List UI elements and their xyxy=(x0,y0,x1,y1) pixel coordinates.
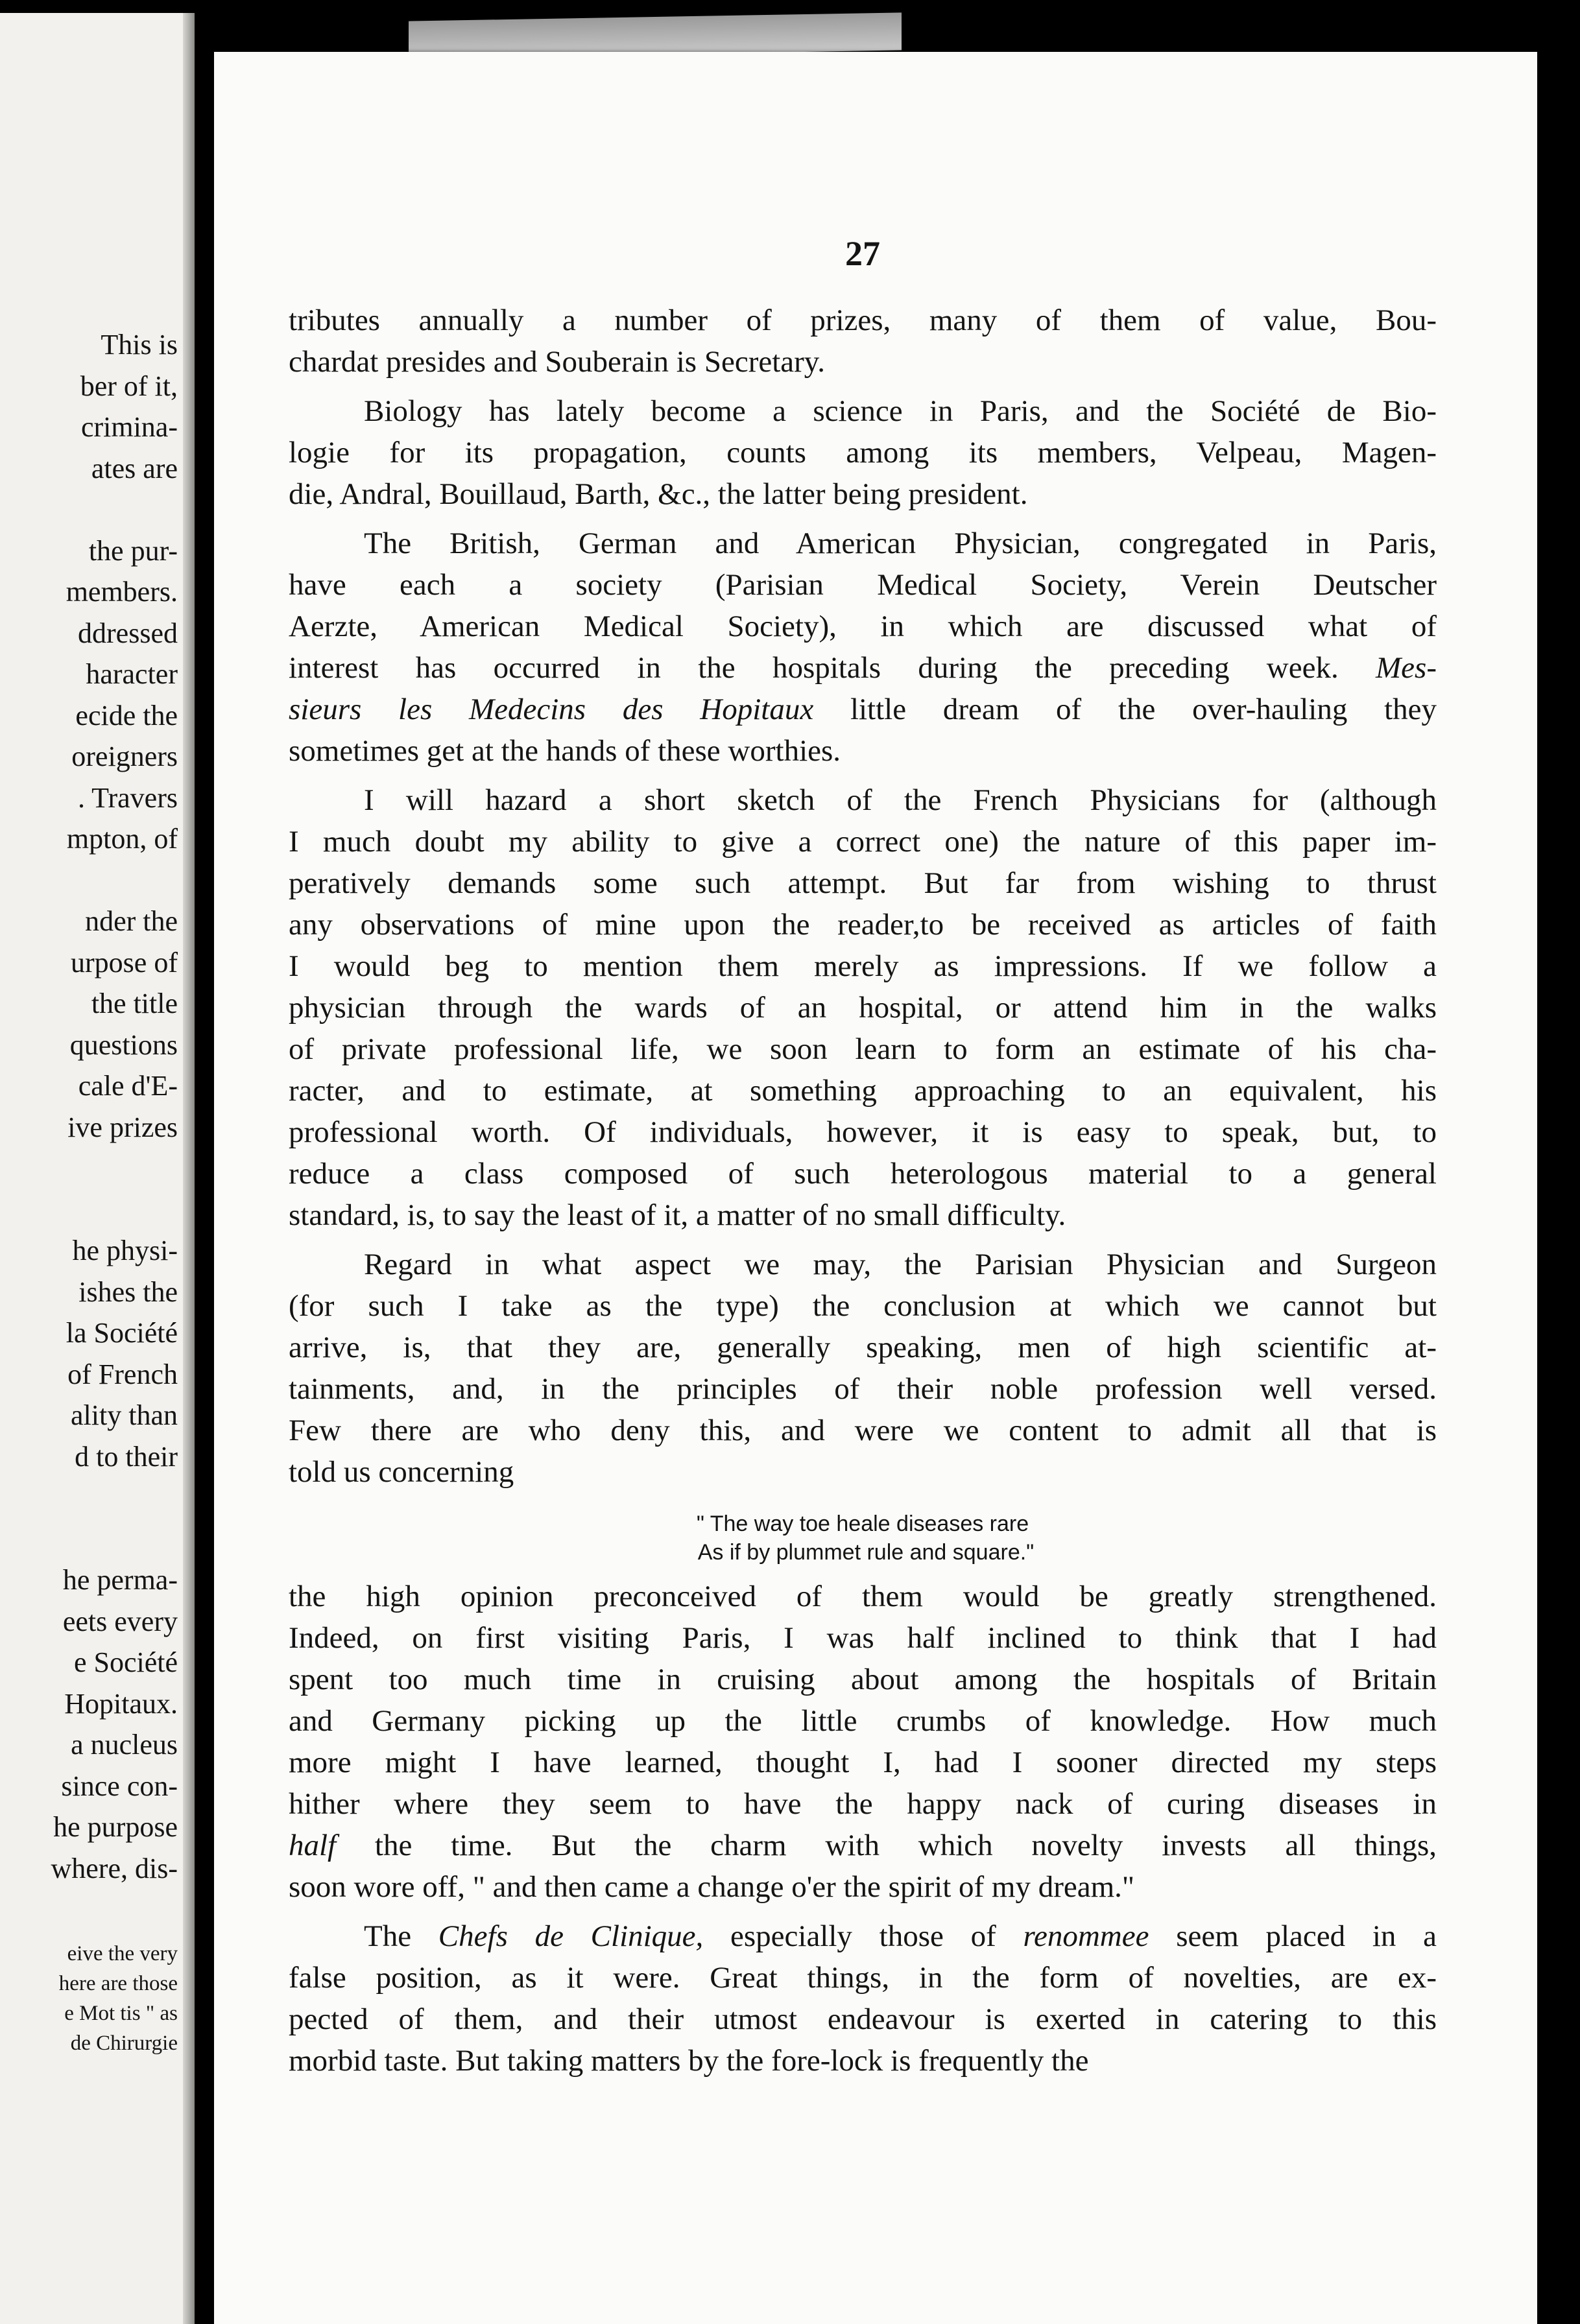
text-line: racter, and to estimate, at something approaching to an equivalent, his xyxy=(289,1074,1437,1108)
text-line: sometimes get at the hands of these worthies. xyxy=(289,734,841,768)
text-line: Biology has lately become a science in Paris, and the Société de Bio- xyxy=(364,394,1437,428)
text-line: of private professional life, we soon learn to form an estimate of his cha- xyxy=(289,1032,1437,1066)
left-footnote-line: e Mot tis " as xyxy=(64,2002,178,2025)
text-line: The British, German and American Physician, congregated in Paris, xyxy=(364,527,1437,560)
text-line: half the time. But the charm with which novelty invests all things, xyxy=(289,1829,1437,1862)
text-line: die, Andral, Bouillaud, Barth, &c., the latter being president. xyxy=(289,477,1028,511)
left-page-line: haracter xyxy=(86,658,178,690)
left-footnote-line: eive the very xyxy=(67,1942,178,1965)
left-page-line xyxy=(0,1189,178,1231)
text-line: professional worth. Of individuals, however, it is easy to speak, but, to xyxy=(289,1115,1437,1149)
text-line: and Germany picking up the little crumbs of knowledge. How much xyxy=(289,1704,1437,1738)
text-line: Indeed, on first visiting Paris, I was half inclined to think that I had xyxy=(289,1621,1437,1655)
left-page-line: oreigners xyxy=(71,741,178,772)
left-page-line: he perma- xyxy=(62,1564,178,1596)
text-line: tainments, and, in the principles of their noble profession well versed. xyxy=(289,1372,1437,1406)
text-line: sieurs les Medecins des Hopitaux little dream of the over-hauling they xyxy=(289,693,1437,726)
text-line: more might I have learned, thought I, had I sooner directed my steps xyxy=(289,1746,1437,1779)
text-line: interest has occurred in the hospitals during the preceding week. Mes- xyxy=(289,651,1437,685)
text-line: Regard in what aspect we may, the Parisian Physician and Surgeon xyxy=(364,1248,1437,1281)
left-page-line: This is xyxy=(101,329,178,361)
left-page-line: he purpose xyxy=(53,1811,178,1843)
text-line: spent too much time in cruising about among the hospitals of Britain xyxy=(289,1663,1437,1696)
left-page-line: questions xyxy=(69,1028,178,1061)
text-line: any observations of mine upon the reader,to be received as articles of faith xyxy=(289,908,1437,942)
paragraph xyxy=(289,1576,1437,1908)
left-page-line: e Société xyxy=(73,1646,178,1678)
left-page-line: where, dis- xyxy=(51,1852,178,1884)
page-number: 27 xyxy=(845,234,880,273)
left-footnote-line: de Chirurgie xyxy=(70,2032,178,2055)
left-footnote-line: here are those xyxy=(58,1972,178,1995)
left-page-line: nder the xyxy=(85,905,178,937)
text-line: I will hazard a short sketch of the French Physicians for (although xyxy=(364,783,1437,817)
text-line: false position, as it were. Great things, in the form of novelties, are ex- xyxy=(289,1961,1437,1995)
left-page-line: Hopitaux. xyxy=(64,1687,178,1720)
left-page-line: cale d'E- xyxy=(78,1070,178,1102)
text-line: soon wore off, " and then came a change o'er the spirit of my dream." xyxy=(289,1870,1135,1904)
left-page-line: ality than xyxy=(71,1399,178,1431)
text-line: I would beg to mention them merely as impressions. If we follow a xyxy=(289,949,1437,983)
text-line: (for such I take as the type) the conclusion at which we cannot but xyxy=(289,1289,1437,1323)
paragraph xyxy=(289,523,1437,772)
paragraph xyxy=(289,1244,1437,1493)
text-line: chardat presides and Souberain is Secretary. xyxy=(289,345,825,379)
text-line: morbid taste. But taking matters by the fore-lock is frequently the xyxy=(289,2044,1089,2078)
text-line: reduce a class composed of such heterologous material to a general xyxy=(289,1157,1437,1191)
left-page-line: members. xyxy=(66,576,178,608)
text-line: have each a society (Parisian Medical Society, Verein Deutscher xyxy=(289,568,1437,602)
left-page-line: since con- xyxy=(61,1770,178,1802)
left-page-line: d to their xyxy=(75,1440,178,1473)
main-page xyxy=(214,52,1537,2324)
left-page-line: eets every xyxy=(62,1605,178,1637)
left-page-line: ishes the xyxy=(78,1275,178,1308)
text-line: physician through the wards of an hospital, or attend him in the walks xyxy=(289,991,1437,1025)
text-line: Few there are who deny this, and were we content to admit all that is xyxy=(289,1414,1437,1447)
text-line: I much doubt my ability to give a correct one) the nature of this paper im- xyxy=(289,825,1437,859)
paragraph xyxy=(289,300,1437,383)
left-page-text xyxy=(0,324,178,1889)
left-page-line xyxy=(0,860,178,901)
left-facing-page xyxy=(0,13,195,2324)
text-line: pected of them, and their utmost endeavour is exerted in catering to this xyxy=(289,2002,1437,2036)
text-line: hither where they seem to have the happy nack of curing diseases in xyxy=(289,1787,1437,1821)
left-page-line: la Société xyxy=(66,1317,178,1349)
left-page-line: a nucleus xyxy=(71,1729,178,1761)
text-line: arrive, is, that they are, generally speaking, men of high scientific at- xyxy=(289,1331,1437,1364)
left-page-line xyxy=(0,1148,178,1189)
paragraph xyxy=(289,390,1437,515)
text-line: told us concerning xyxy=(289,1455,514,1489)
text-line: The Chefs de Clinique, especially those of renommee seem placed in a xyxy=(364,1919,1437,1953)
quoted-verse xyxy=(289,1510,1437,1567)
left-page-line xyxy=(0,1519,178,1560)
left-page-line: of French xyxy=(67,1358,178,1390)
paragraph xyxy=(289,779,1437,1236)
verse-line: As if by plummet rule and square." xyxy=(697,1540,1035,1565)
left-page-line: crimina- xyxy=(80,411,178,443)
body-text xyxy=(289,300,1437,2089)
left-page-line: ber of it, xyxy=(80,370,178,402)
left-page-line xyxy=(0,489,178,530)
left-page-line: the title xyxy=(91,988,178,1019)
gutter-shadow xyxy=(183,13,195,2324)
left-page-line xyxy=(0,1477,178,1519)
left-page-footnote xyxy=(0,1939,178,2058)
text-line: peratively demands some such attempt. But far from wishing to thrust xyxy=(289,866,1437,900)
left-page-line: ddressed xyxy=(78,617,178,649)
text-line: logie for its propagation, counts among its members, Velpeau, Magen- xyxy=(289,436,1437,469)
left-page-line: ates are xyxy=(91,452,178,484)
left-page-line: urpose of xyxy=(71,946,178,978)
verse-line: " The way toe heale diseases rare xyxy=(696,1512,1029,1536)
text-line: Aerzte, American Medical Society), in which are discussed what of xyxy=(289,610,1437,643)
left-page-line: . Travers xyxy=(77,781,178,814)
text-line: standard, is, to say the least of it, a matter of no small difficulty. xyxy=(289,1198,1066,1232)
left-page-line: ive prizes xyxy=(67,1111,178,1143)
text-line: the high opinion preconceived of them would be greatly strengthened. xyxy=(289,1580,1437,1613)
left-page-line: ecide the xyxy=(75,699,178,731)
left-page-line: the pur- xyxy=(88,534,178,567)
left-page-line: he physi- xyxy=(72,1235,178,1266)
paragraph xyxy=(289,1915,1437,2081)
text-line: tributes annually a number of prizes, many of them of value, Bou- xyxy=(289,303,1437,337)
left-page-line: mpton, of xyxy=(66,823,178,855)
